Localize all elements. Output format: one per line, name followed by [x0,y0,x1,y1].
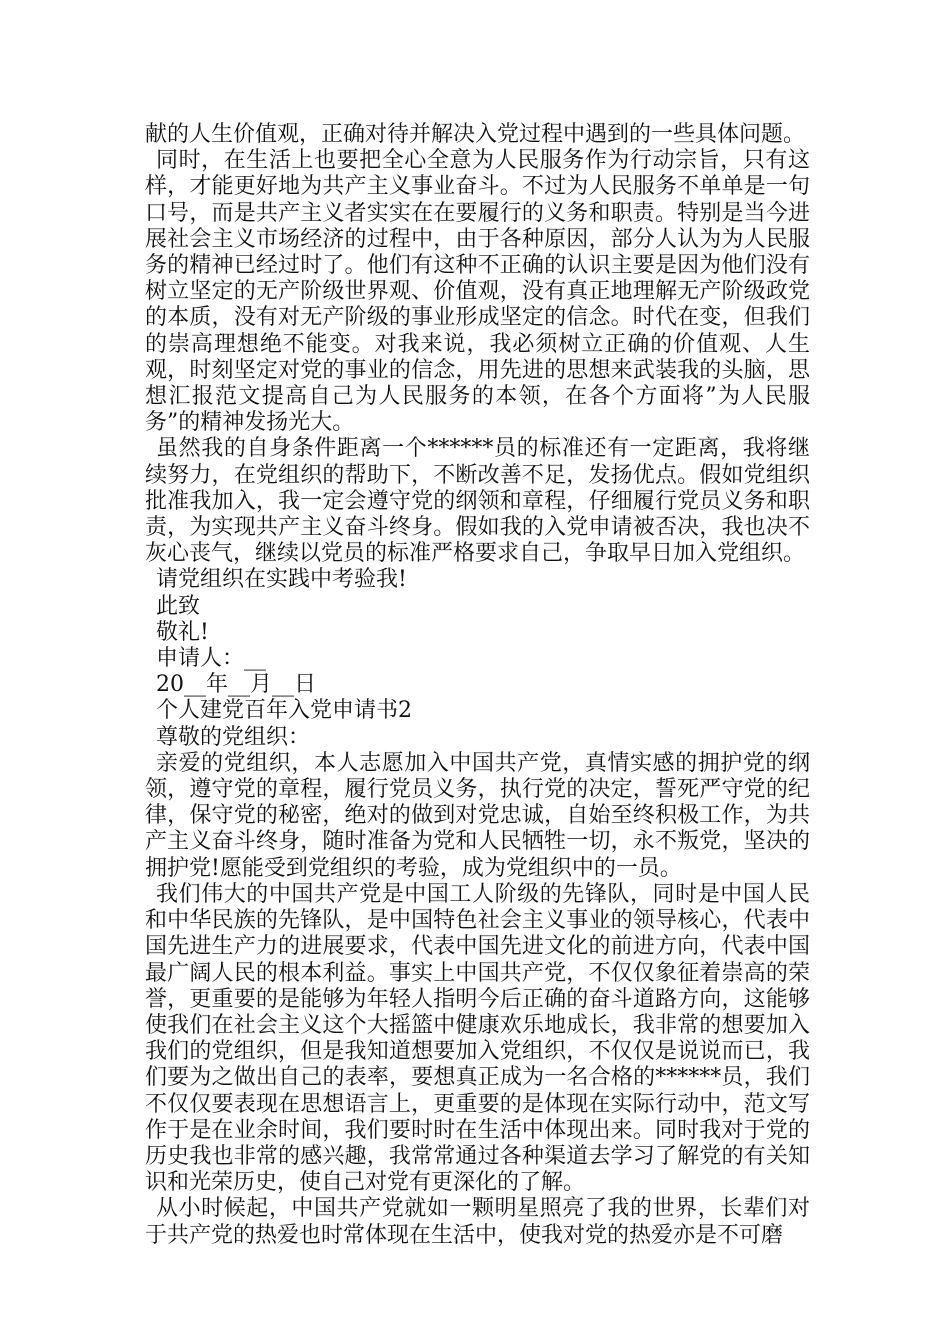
closing-salutation: 此致 [156,593,201,619]
date-line: 20__年__月__日 [156,672,316,698]
paragraph-request-test: 请党组织在实践中考验我! [156,567,407,593]
paragraph-serve-people: 同时，在生活上也要把全心全意为人民服务作为行动宗旨，只有这样，才能更好地为共产主义事业奋斗。不过为人民服务不单单是一句口号，而是共产主义者实实在在要履行的义务和职责。特别是当今进展社会主义市场经济的过程中，由于各种原因，部分人认为为人民服务的精神已经过时了。他们有这种不正确的认识主要是因为他们没有树立坚定的无产阶级世界观、价值观，没有真正地理解无产阶级政党的本质，没有对无产阶级的事业形成坚定的信念。时代在变，但我们的崇高理想绝不能变。对我来说，我必须树立正确的价值观、人生观，时刻坚定对党的事业的信念，用先进的思想来武装我的头脑，思想汇报范文提高自己为人民服务的本领，在各个方面将”为人民服务”的精神发扬光大。 [145,148,810,436]
paragraph-intro-tail: 献的人生价值观，正确对待并解决入党过程中遇到的一些具体问题。 [145,122,806,147]
applicant-line: 申请人：__ [156,646,267,672]
paragraph-childhood: 从小时候起，中国共产党就如一颗明星照亮了我的世界，长辈们对于共产党的热爱也时常体现在生活中，使我对党的热爱亦是不可磨 [145,1196,810,1248]
paragraph-application: 亲爱的党组织，本人志愿加入中国共产党，真情实感的拥护党的纲领，遵守党的章程，履行党员义务，执行党的决定，誓死严守党的纪律，保守党的秘密，绝对的做到对党忠诚，自始至终积极工作，为共产主义奋斗终身，随时准备为党和人民牺牲一切，永不叛党，坚决的拥护党!愿能受到党组织的考验，成为党组织中的一员。 [145,750,810,881]
closing-respect: 敬礼! [156,619,209,645]
document-page [145,122,810,1249]
paragraph-party-vanguard: 我们伟大的中国共产党是中国工人阶级的先锋队，同时是中国人民和中华民族的先锋队，是中国特色社会主义事业的领导核心，代表中国先进生产力的进展要求，代表中国先进文化的前进方向，代表中国最广阔人民的根本利益。事实上中国共产党，不仅仅象征着崇高的荣誉，更重要的是能够为年轻人指明今后正确的奋斗道路方向，这能够使我们在社会主义这个大摇篮中健康欢乐地成长，我非常的想要加入我们的党组织，但是我知道想要加入党组织，不仅仅是说说而已，我们要为之做出自己的表率，要想真正成为一名合格的******员，我们不仅仅要表现在思想语言上，更重要的是体现在实际行动中，范文写作于是在业余时间，我们要时时在生活中体现出来。同时我对于党的历史我也非常的感兴趣，我常常通过各种渠道去学习了解党的有关知识和光荣历史，使自己对党有更深化的了解。 [145,881,810,1196]
section-title: 个人建党百年入党申请书2 [156,698,412,724]
paragraph-self-improvement: 虽然我的自身条件距离一个******员的标准还有一定距离，我将继续努力，在党组织的帮助下，不断改善不足，发扬优点。假如党组织批准我加入，我一定会遵守党的纲领和章程，仔细履行党员义务和职责，为实现共产主义奋斗终身。假如我的入党申请被否决，我也决不灰心丧气，继续以党员的标准严格要求自己，争取早日加入党组织。 [145,436,810,567]
greeting-line: 尊敬的党组织： [156,724,311,750]
